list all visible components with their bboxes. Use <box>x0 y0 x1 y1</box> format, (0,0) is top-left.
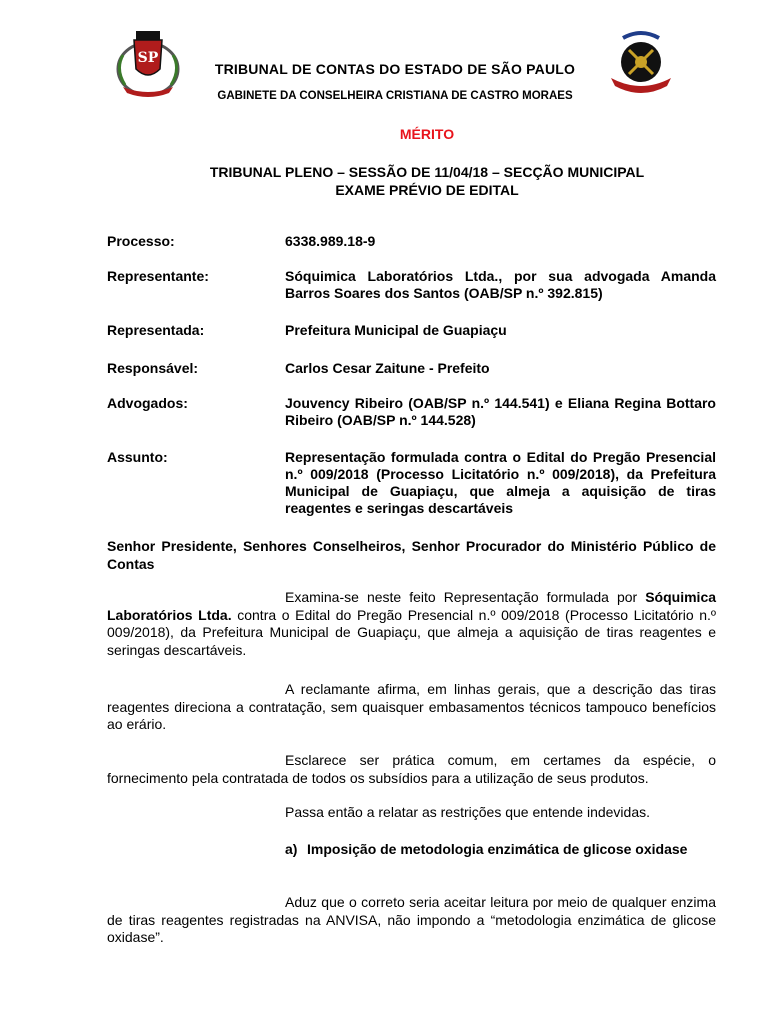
coat-of-arms-letters: SP <box>137 50 159 66</box>
cabinet-subtitle: GABINETE DA CONSELHEIRA CRISTIANA DE CASTRO MORAES <box>217 90 573 102</box>
session-line-2: EXAME PRÉVIO DE EDITAL <box>335 182 519 198</box>
session-line-1: TRIBUNAL PLENO – SESSÃO DE 11/04/18 – SECÇÃO MUNICIPAL <box>209 164 645 180</box>
paragraph-2-text: A reclamante afirma, em linhas gerais, que a descrição das tiras reagentes direciona a contratação, sem quaisquer embasamentos técnicos tampouco benefícios ao erário. <box>107 681 716 732</box>
paragraph-5 <box>107 894 716 947</box>
institution-title: TRIBUNAL DE CONTAS DO ESTADO DE SÃO PAULO <box>214 61 576 77</box>
paragraph-4 <box>107 804 716 822</box>
paragraph-1 <box>107 589 716 659</box>
paragraph-1-lead: Examina-se neste feito Representação formulada por <box>285 589 638 605</box>
field-value: Carlos Cesar Zaitune - Prefeito <box>285 360 490 376</box>
field-value: Representação formulada contra o Edital do Pregão Presencial n.º 009/2018 (Processo Licitatório n.º 009/2018), da Prefeitura Municipal de Guapiaçu, que almeja a aquisição de tiras reagentes e seringas descartáveis <box>285 449 716 516</box>
session-heading <box>150 163 704 199</box>
field-value: 6338.989.18-9 <box>285 233 376 249</box>
field-label: Assunto: <box>107 449 168 465</box>
list-item-text: Imposição de metodologia enzimática de glicose oxidase <box>307 841 688 857</box>
field-label: Representada: <box>107 322 205 338</box>
list-item-marker: a) <box>285 841 298 857</box>
section-heading-merito: MÉRITO <box>399 126 455 142</box>
paragraph-4-text: Passa então a relatar as restrições que entende indevidas. <box>285 804 651 820</box>
field-value: Jouvency Ribeiro (OAB/SP n.º 144.541) e Eliana Regina Bottaro Ribeiro (OAB/SP n.º 144.528) <box>285 395 716 428</box>
paragraph-2 <box>107 681 716 734</box>
paragraph-3-text: Esclarece ser prática comum, em certames da espécie, o fornecimento pela contratada de todos os subsídios para a utilização de seus produtos. <box>107 752 716 786</box>
field-value: Sóquimica Laboratórios Ltda., por sua advogada Amanda Barros Soares dos Santos (OAB/SP n.º 392.815) <box>285 268 716 301</box>
field-label: Representante: <box>107 268 209 284</box>
paragraph-1-rest: contra o Edital do Pregão Presencial n.º 009/2018 (Processo Licitatório n.º 009/2018), da Prefeitura Municipal de Guapiaçu, que almeja a aquisição de tiras reagentes e seringas descartáveis. <box>107 606 716 658</box>
field-value: Prefeitura Municipal de Guapiaçu <box>285 322 507 338</box>
paragraph-1-company: Sóquimica Laboratórios Ltda. <box>107 589 717 623</box>
paragraph-3 <box>107 752 716 787</box>
field-label: Responsável: <box>107 360 199 376</box>
field-label: Advogados: <box>107 395 188 411</box>
salutation: Senhor Presidente, Senhores Conselheiros, Senhor Procurador do Ministério Público de Contas <box>107 538 716 572</box>
paragraph-5-text: Aduz que o correto seria aceitar leitura por meio de qualquer enzima de tiras reagentes registradas na ANVISA, não impondo a “metodologia enzimática de glicose oxidase”. <box>107 894 716 945</box>
list-item-a <box>285 841 716 858</box>
field-label: Processo: <box>107 233 175 249</box>
